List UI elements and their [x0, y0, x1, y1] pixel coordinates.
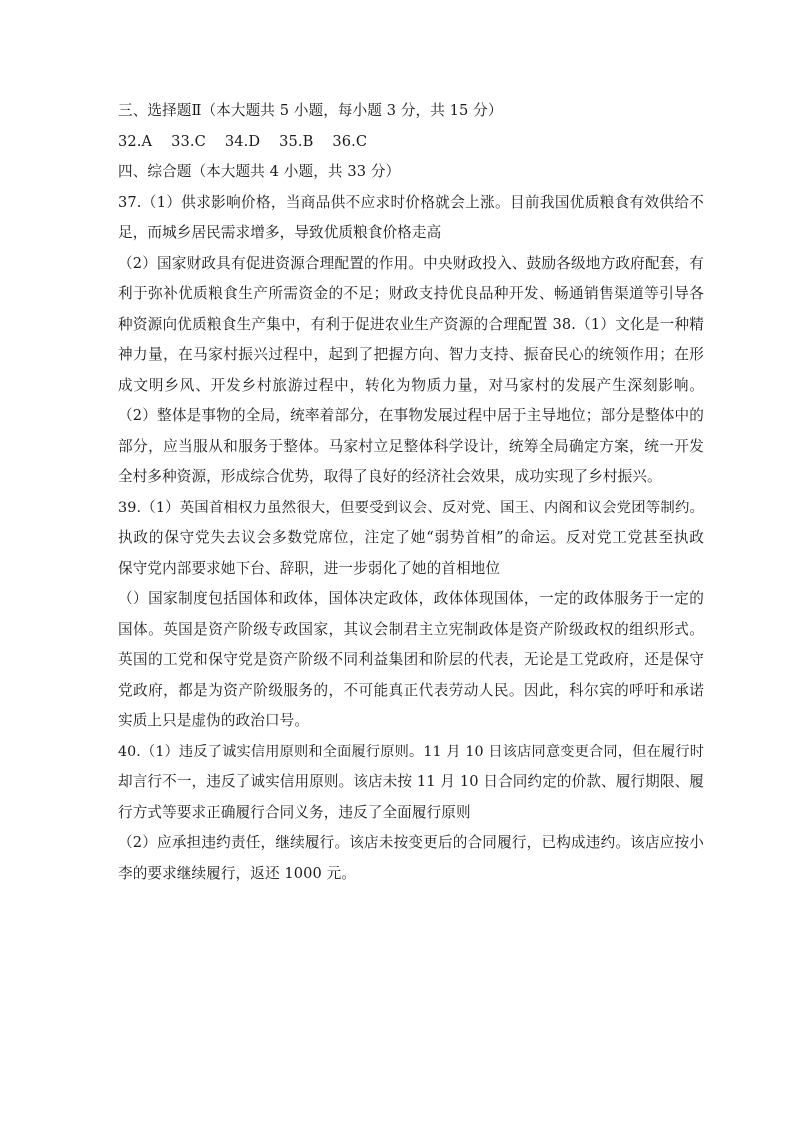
- text-line: 保守党内部要求她下台、辞职，进一步弱化了她的首相地位: [118, 559, 501, 577]
- text-line: 37.（1）供求影响价格，当商品供不应求时价格就会上涨。目前我国优质粮食有效供给不: [118, 193, 704, 211]
- text-line: 全村多种资源，形成综合优势，取得了良好的经济社会效果，成功实现了乡村振兴。: [118, 468, 662, 485]
- text-line: （2）应承担违约责任，继续履行。该店未按变更后的合同履行，已构成违约。该店应按小: [118, 834, 704, 851]
- section-3-answers: 32.A 33.C 34.D 35.B 36.C: [118, 132, 368, 150]
- text-line: 利于弥补优质粮食生产所需资金的不足；财政支持优良品种开发、畅通销售渠道等引导各: [118, 285, 704, 302]
- text-line: 神力量，在马家村振兴过程中，起到了把握方向、智力支持、振奋民心的统领作用；在形: [118, 346, 704, 363]
- question-40-answer: [118, 737, 704, 890]
- text-line: 国体。英国是资产阶级专政国家，其议会制君主立宪制政体是资产阶级政权的组织形式。: [118, 620, 704, 638]
- question-37-answer: [118, 188, 704, 341]
- question-39-answer: [118, 493, 704, 737]
- text-line: 却言行不一，违反了诚实信用原则。该店未按 11 月 10 日合同约定的价款、履行期限、履: [118, 773, 704, 790]
- text-line: 实质上只是虚伪的政治口号。: [118, 712, 310, 729]
- text-line: 行方式等要求正确履行合同义务，违反了全面履行原则: [118, 803, 471, 821]
- text-line: 39.（1）英国首相权力虽然很大，但要受到议会、反对党、国王、内阁和议会党团等制约。: [118, 499, 704, 516]
- text-line: 执政的保守党失去议会多数党席位，注定了她“弱势首相”的命运。反对党工党甚至执政: [118, 529, 704, 546]
- text-line: 部分，应当服从和服务于整体。马家村立足整体科学设计，统筹全局确定方案，统一开发: [118, 437, 704, 455]
- text-line: 李的要求继续履行，返还 1000 元。: [118, 864, 357, 882]
- text-line: （）国家制度包括国体和政体，国体决定政体，政体体现国体，一定的政体服务于一定的: [118, 590, 704, 607]
- answer-sheet: [118, 96, 704, 889]
- question-38-answer: [118, 340, 704, 493]
- text-line: （2）整体是事物的全局，统率着部分，在事物发展过程中居于主导地位；部分是整体中的: [118, 407, 704, 424]
- text-line: 英国的工党和保守党是资产阶级不同利益集团和阶层的代表，无论是工党政府，还是保守: [118, 651, 704, 668]
- section-4-heading: 四、综合题（本大题共 4 小题，共 33 分）: [118, 163, 401, 180]
- text-line: 成文明乡风、开发乡村旅游过程中，转化为物质力量，对马家村的发展产生深刻影响。: [118, 376, 704, 394]
- text-line: 40.（1）违反了诚实信用原则和全面履行原则。11 月 10 日该店同意变更合同，但在履行时: [118, 743, 704, 760]
- text-line: 种资源向优质粮食生产集中，有利于促进农业生产资源的合理配置 38.（1）文化是一种精: [118, 315, 704, 333]
- text-line: 足，而城乡居民需求增多，导致优质粮食价格走高: [118, 224, 442, 241]
- text-line: 党政府，都是为资产阶级服务的，不可能真正代表劳动人民。因此，科尔宾的呼吁和承诺: [118, 681, 704, 699]
- section-3-heading: 三、选择题Ⅱ（本大题共 5 小题，每小题 3 分，共 15 分）: [118, 102, 503, 119]
- text-line: （2）国家财政具有促进资源合理配置的作用。中央财政投入、鼓励各级地方政府配套，有: [118, 254, 704, 272]
